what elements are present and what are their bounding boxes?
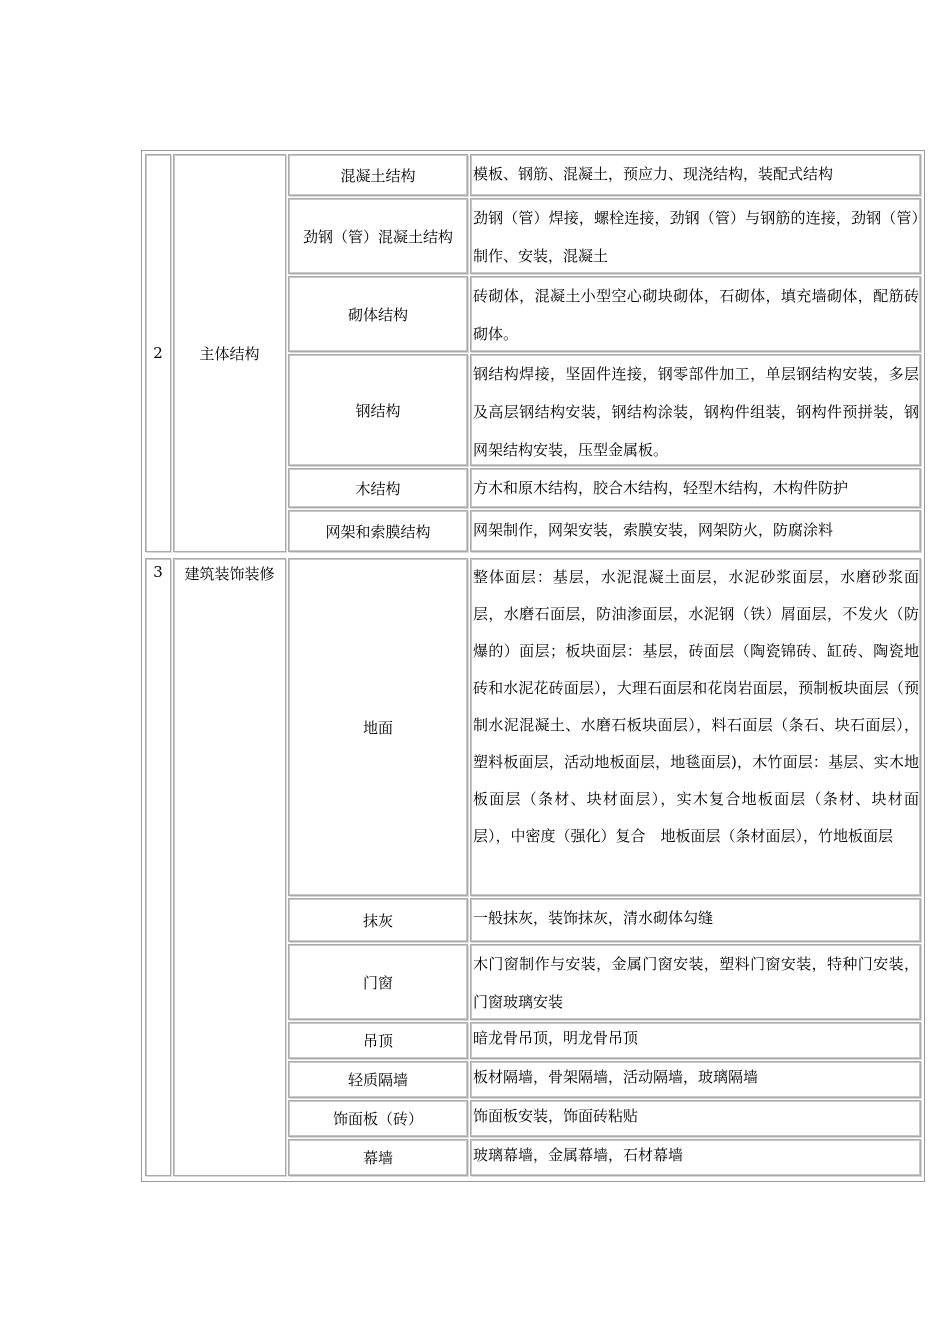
- inspection-items: 饰面板安装，饰面砖粘贴: [473, 1107, 639, 1125]
- inspection-items-cell: [470, 154, 921, 196]
- inspection-items-cell: [470, 898, 921, 942]
- inspection-items: 方木和原木结构，胶合木结构，轻型木结构，木构件防护: [473, 479, 849, 497]
- inspection-items: 一般抹灰，装饰抹灰，清水砌体勾缝: [473, 909, 714, 927]
- inspection-items: 玻璃幕墙，金属幕墙，石材幕墙: [473, 1146, 684, 1164]
- group-number-cell: [145, 558, 171, 1176]
- group-number: 2: [153, 344, 163, 362]
- inspection-items-cell: [470, 1100, 921, 1137]
- subdivision-cell: [288, 276, 468, 352]
- group-number: 3: [153, 563, 163, 581]
- inspection-items: 网架制作，网架安装，索膜安装，网架防火，防腐涂料: [473, 521, 834, 539]
- inspection-items-cell: [470, 944, 921, 1020]
- subdivision-cell: [288, 898, 468, 942]
- subdivision-name: 抹灰: [362, 911, 393, 930]
- subdivision-name: 幕墙: [362, 1149, 393, 1167]
- subdivision-cell: [288, 1061, 468, 1098]
- subdivision-cell: [288, 1139, 468, 1176]
- subdivision-name: 门窗: [362, 973, 393, 992]
- inspection-items-cell: [470, 510, 921, 552]
- inspection-items-cell: [470, 198, 921, 274]
- subdivision-cell: [288, 154, 468, 196]
- inspection-items-cell: [470, 276, 921, 352]
- inspection-items: 整体面层：基层，水泥混凝土面层，水泥砂浆面层，水磨砂浆面层，水磨石面层，防油渗面层，水泥钢（铁）屑面层，不发火（防爆的）面层；板块面层：基层，砖面层（陶瓷锦砖、缸砖、陶瓷地砖和水泥花砖面层），大理石面层和花岗岩面层，预制板块面层（预制水泥混凝土、水磨石板块面层），料石面层（条石、块石面层），塑料板面层，活动地板面层，地毯面层)，木竹面层：基层、实木地板面层（条材、块材面层），实木复合地板面层（条材、块材面层），中密度（强化）复合 地板面层（条材面层），竹地板面层: [473, 568, 919, 845]
- group-name: 主体结构: [199, 344, 260, 363]
- inspection-items-cell: [470, 558, 921, 896]
- subdivision-cell: [288, 354, 468, 466]
- group-name-cell: [173, 154, 286, 552]
- subdivision-name: 饰面板（砖）: [332, 1110, 423, 1128]
- group-name-cell: [173, 558, 286, 1176]
- subdivision-name: 钢结构: [355, 401, 401, 420]
- subdivision-cell: [288, 510, 468, 552]
- inspection-items-cell: [470, 468, 921, 508]
- group-number-cell: [145, 154, 171, 552]
- inspection-items-cell: [470, 1139, 921, 1176]
- subdivision-name: 劲钢（管）混凝土结构: [302, 227, 453, 246]
- group-name: 建筑装饰装修: [184, 565, 275, 583]
- subdivision-cell: [288, 468, 468, 508]
- inspection-items: 劲钢（管）焊接，螺栓连接，劲钢（管）与钢筋的连接，劲钢（管）制作、安装，混凝土: [473, 209, 919, 265]
- inspection-items-cell: [470, 1061, 921, 1098]
- inspection-items: 板材隔墙，骨架隔墙，活动隔墙，玻璃隔墙: [473, 1068, 759, 1086]
- inspection-items: 木门窗制作与安装，金属门窗安装，塑料门窗安装，特种门安装，门窗玻璃安装: [473, 955, 919, 1011]
- subdivision-name: 吊顶: [362, 1032, 393, 1050]
- inspection-items: 钢结构焊接，坚固件连接，钢零部件加工，单层钢结构安装，多层及高层钢结构安装，钢结构涂装，钢构件组装，钢构件预拼装，钢网架结构安装，压型金属板。: [473, 365, 919, 459]
- subdivision-cell: [288, 198, 468, 274]
- subdivision-name: 网架和索膜结构: [325, 522, 431, 541]
- inspection-items-cell: [470, 354, 921, 466]
- inspection-items: 暗龙骨吊顶，明龙骨吊顶: [473, 1029, 639, 1047]
- subdivision-name: 轻质隔墙: [347, 1071, 408, 1089]
- subdivision-name: 地面: [362, 718, 393, 737]
- subdivision-cell: [288, 1100, 468, 1137]
- subdivision-name: 砌体结构: [347, 305, 408, 324]
- subdivision-cell: [288, 944, 468, 1020]
- subdivision-cell: [288, 1022, 468, 1059]
- inspection-items: 模板、钢筋、混凝土，预应力、现浇结构，装配式结构: [473, 165, 834, 183]
- subdivision-name: 木结构: [355, 479, 401, 498]
- inspection-items-cell: [470, 1022, 921, 1059]
- inspection-items: 砖砌体，混凝土小型空心砌块砌体，石砌体，填充墙砌体，配筋砖砌体。: [473, 287, 919, 343]
- subdivision-cell: [288, 558, 468, 896]
- subdivision-name: 混凝土结构: [340, 166, 416, 185]
